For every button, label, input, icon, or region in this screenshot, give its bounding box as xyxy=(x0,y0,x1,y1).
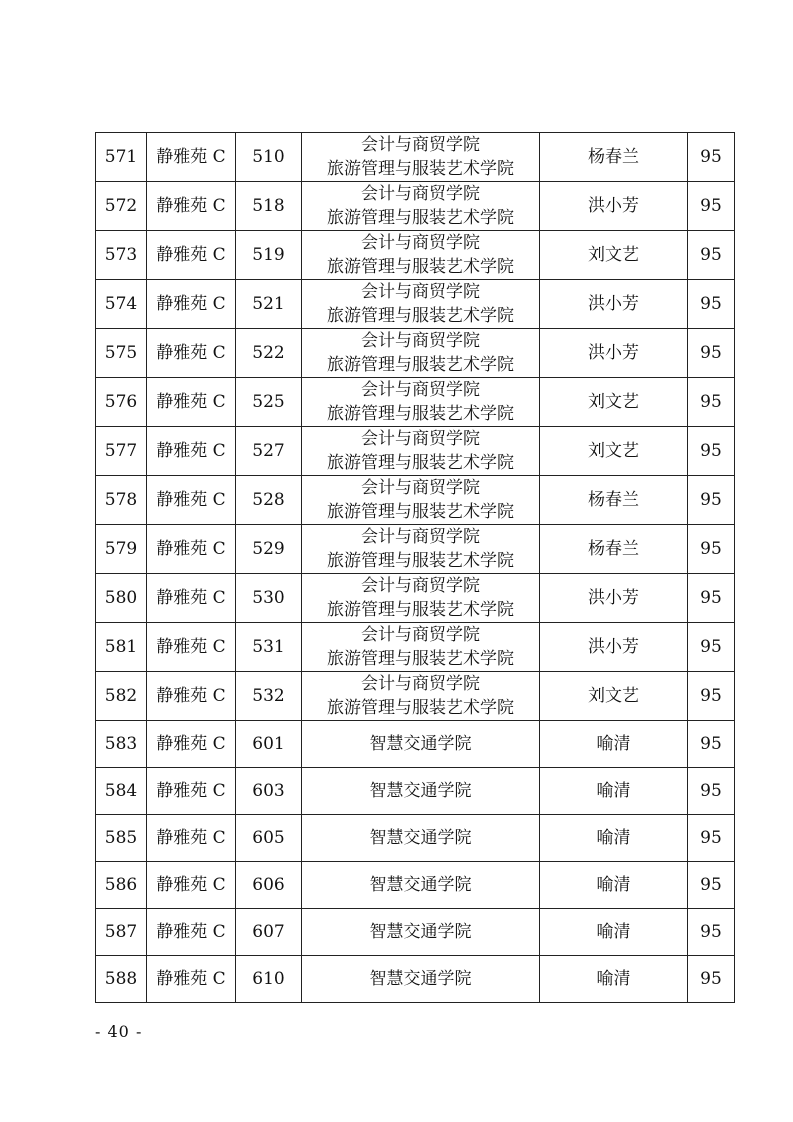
building-cell: 静雅苑 C xyxy=(147,862,236,909)
score-cell: 95 xyxy=(688,574,735,623)
person-cell: 洪小芳 xyxy=(540,623,688,672)
room-number-cell: 532 xyxy=(236,672,302,721)
building-cell: 静雅苑 C xyxy=(147,133,236,182)
row-number-cell: 586 xyxy=(96,862,147,909)
row-number-cell: 573 xyxy=(96,231,147,280)
college-name: 会计与商贸学院 xyxy=(361,331,480,351)
building-cell: 静雅苑 C xyxy=(147,721,236,768)
college-cell xyxy=(302,623,540,672)
building-cell: 静雅苑 C xyxy=(147,329,236,378)
person-cell: 刘文艺 xyxy=(540,672,688,721)
table-row xyxy=(96,623,735,672)
college-name: 会计与商贸学院 xyxy=(361,282,480,302)
building-cell: 静雅苑 C xyxy=(147,672,236,721)
college-cell xyxy=(302,182,540,231)
score-cell: 95 xyxy=(688,427,735,476)
college-name: 旅游管理与服装艺术学院 xyxy=(327,502,514,522)
score-cell: 95 xyxy=(688,721,735,768)
room-number-cell: 605 xyxy=(236,815,302,862)
college-cell xyxy=(302,280,540,329)
row-number-cell: 575 xyxy=(96,329,147,378)
building-cell: 静雅苑 C xyxy=(147,623,236,672)
table-row xyxy=(96,815,735,862)
score-cell: 95 xyxy=(688,133,735,182)
person-cell: 洪小芳 xyxy=(540,574,688,623)
college-name: 旅游管理与服装艺术学院 xyxy=(327,306,514,326)
college-name: 会计与商贸学院 xyxy=(361,674,480,694)
room-number-cell: 610 xyxy=(236,956,302,1003)
college-name: 会计与商贸学院 xyxy=(361,429,480,449)
college-name: 会计与商贸学院 xyxy=(361,233,480,253)
college-name: 旅游管理与服装艺术学院 xyxy=(327,404,514,424)
score-cell: 95 xyxy=(688,909,735,956)
person-cell: 喻清 xyxy=(540,909,688,956)
college-name: 旅游管理与服装艺术学院 xyxy=(327,453,514,473)
person-cell: 喻清 xyxy=(540,815,688,862)
college-cell xyxy=(302,721,540,768)
table-row xyxy=(96,231,735,280)
row-number-cell: 581 xyxy=(96,623,147,672)
college-name: 智慧交通学院 xyxy=(369,734,472,754)
table-row xyxy=(96,427,735,476)
building-cell: 静雅苑 C xyxy=(147,768,236,815)
row-number-cell: 577 xyxy=(96,427,147,476)
person-cell: 杨春兰 xyxy=(540,476,688,525)
table-row xyxy=(96,768,735,815)
college-name: 旅游管理与服装艺术学院 xyxy=(327,551,514,571)
score-cell: 95 xyxy=(688,329,735,378)
score-cell: 95 xyxy=(688,862,735,909)
college-cell xyxy=(302,476,540,525)
college-name: 会计与商贸学院 xyxy=(361,135,480,155)
college-name: 旅游管理与服装艺术学院 xyxy=(327,208,514,228)
row-number-cell: 572 xyxy=(96,182,147,231)
building-cell: 静雅苑 C xyxy=(147,231,236,280)
college-cell xyxy=(302,133,540,182)
college-name: 智慧交通学院 xyxy=(369,875,472,895)
college-cell xyxy=(302,815,540,862)
table-row xyxy=(96,525,735,574)
table-row xyxy=(96,280,735,329)
person-cell: 喻清 xyxy=(540,768,688,815)
college-cell xyxy=(302,231,540,280)
page-number: - 40 - xyxy=(95,1022,143,1041)
building-cell: 静雅苑 C xyxy=(147,378,236,427)
college-cell xyxy=(302,956,540,1003)
building-cell: 静雅苑 C xyxy=(147,909,236,956)
person-cell: 洪小芳 xyxy=(540,182,688,231)
score-cell: 95 xyxy=(688,525,735,574)
person-cell: 刘文艺 xyxy=(540,427,688,476)
table-row xyxy=(96,182,735,231)
college-cell xyxy=(302,329,540,378)
building-cell: 静雅苑 C xyxy=(147,427,236,476)
college-cell xyxy=(302,672,540,721)
college-name: 智慧交通学院 xyxy=(369,969,472,989)
building-cell: 静雅苑 C xyxy=(147,182,236,231)
building-cell: 静雅苑 C xyxy=(147,815,236,862)
college-cell xyxy=(302,574,540,623)
college-name: 会计与商贸学院 xyxy=(361,380,480,400)
college-cell xyxy=(302,862,540,909)
room-number-cell: 521 xyxy=(236,280,302,329)
college-name: 会计与商贸学院 xyxy=(361,625,480,645)
table-row xyxy=(96,133,735,182)
college-name: 旅游管理与服装艺术学院 xyxy=(327,257,514,277)
building-cell: 静雅苑 C xyxy=(147,574,236,623)
person-cell: 喻清 xyxy=(540,721,688,768)
row-number-cell: 583 xyxy=(96,721,147,768)
building-cell: 静雅苑 C xyxy=(147,525,236,574)
college-name: 智慧交通学院 xyxy=(369,922,472,942)
row-number-cell: 582 xyxy=(96,672,147,721)
dormitory-score-table xyxy=(95,132,735,1003)
room-number-cell: 519 xyxy=(236,231,302,280)
building-cell: 静雅苑 C xyxy=(147,476,236,525)
college-cell xyxy=(302,378,540,427)
college-name: 旅游管理与服装艺术学院 xyxy=(327,355,514,375)
table-row xyxy=(96,672,735,721)
person-cell: 杨春兰 xyxy=(540,133,688,182)
row-number-cell: 579 xyxy=(96,525,147,574)
person-cell: 洪小芳 xyxy=(540,280,688,329)
person-cell: 喻清 xyxy=(540,862,688,909)
college-cell xyxy=(302,768,540,815)
building-cell: 静雅苑 C xyxy=(147,280,236,329)
row-number-cell: 584 xyxy=(96,768,147,815)
row-number-cell: 571 xyxy=(96,133,147,182)
score-cell: 95 xyxy=(688,231,735,280)
college-name: 旅游管理与服装艺术学院 xyxy=(327,649,514,669)
table-body xyxy=(96,133,735,1003)
table-row xyxy=(96,956,735,1003)
college-name: 会计与商贸学院 xyxy=(361,478,480,498)
row-number-cell: 580 xyxy=(96,574,147,623)
score-cell: 95 xyxy=(688,768,735,815)
row-number-cell: 587 xyxy=(96,909,147,956)
room-number-cell: 603 xyxy=(236,768,302,815)
room-number-cell: 527 xyxy=(236,427,302,476)
person-cell: 刘文艺 xyxy=(540,378,688,427)
row-number-cell: 588 xyxy=(96,956,147,1003)
score-cell: 95 xyxy=(688,623,735,672)
score-cell: 95 xyxy=(688,280,735,329)
room-number-cell: 607 xyxy=(236,909,302,956)
college-name: 会计与商贸学院 xyxy=(361,184,480,204)
score-cell: 95 xyxy=(688,378,735,427)
person-cell: 刘文艺 xyxy=(540,231,688,280)
score-cell: 95 xyxy=(688,672,735,721)
room-number-cell: 529 xyxy=(236,525,302,574)
person-cell: 洪小芳 xyxy=(540,329,688,378)
room-number-cell: 531 xyxy=(236,623,302,672)
row-number-cell: 585 xyxy=(96,815,147,862)
row-number-cell: 578 xyxy=(96,476,147,525)
room-number-cell: 528 xyxy=(236,476,302,525)
row-number-cell: 576 xyxy=(96,378,147,427)
room-number-cell: 522 xyxy=(236,329,302,378)
college-name: 智慧交通学院 xyxy=(369,828,472,848)
college-cell xyxy=(302,909,540,956)
college-name: 旅游管理与服装艺术学院 xyxy=(327,698,514,718)
college-name: 旅游管理与服装艺术学院 xyxy=(327,159,514,179)
score-cell: 95 xyxy=(688,815,735,862)
score-cell: 95 xyxy=(688,476,735,525)
table-row xyxy=(96,909,735,956)
college-name: 旅游管理与服装艺术学院 xyxy=(327,600,514,620)
college-cell xyxy=(302,525,540,574)
table-row xyxy=(96,476,735,525)
person-cell: 杨春兰 xyxy=(540,525,688,574)
room-number-cell: 525 xyxy=(236,378,302,427)
table-row xyxy=(96,574,735,623)
row-number-cell: 574 xyxy=(96,280,147,329)
score-cell: 95 xyxy=(688,182,735,231)
room-number-cell: 518 xyxy=(236,182,302,231)
table-row xyxy=(96,862,735,909)
college-cell xyxy=(302,427,540,476)
building-cell: 静雅苑 C xyxy=(147,956,236,1003)
table-row xyxy=(96,721,735,768)
college-name: 智慧交通学院 xyxy=(369,781,472,801)
room-number-cell: 530 xyxy=(236,574,302,623)
score-cell: 95 xyxy=(688,956,735,1003)
college-name: 会计与商贸学院 xyxy=(361,576,480,596)
table-row xyxy=(96,378,735,427)
room-number-cell: 601 xyxy=(236,721,302,768)
table-row xyxy=(96,329,735,378)
room-number-cell: 606 xyxy=(236,862,302,909)
college-name: 会计与商贸学院 xyxy=(361,527,480,547)
person-cell: 喻清 xyxy=(540,956,688,1003)
room-number-cell: 510 xyxy=(236,133,302,182)
